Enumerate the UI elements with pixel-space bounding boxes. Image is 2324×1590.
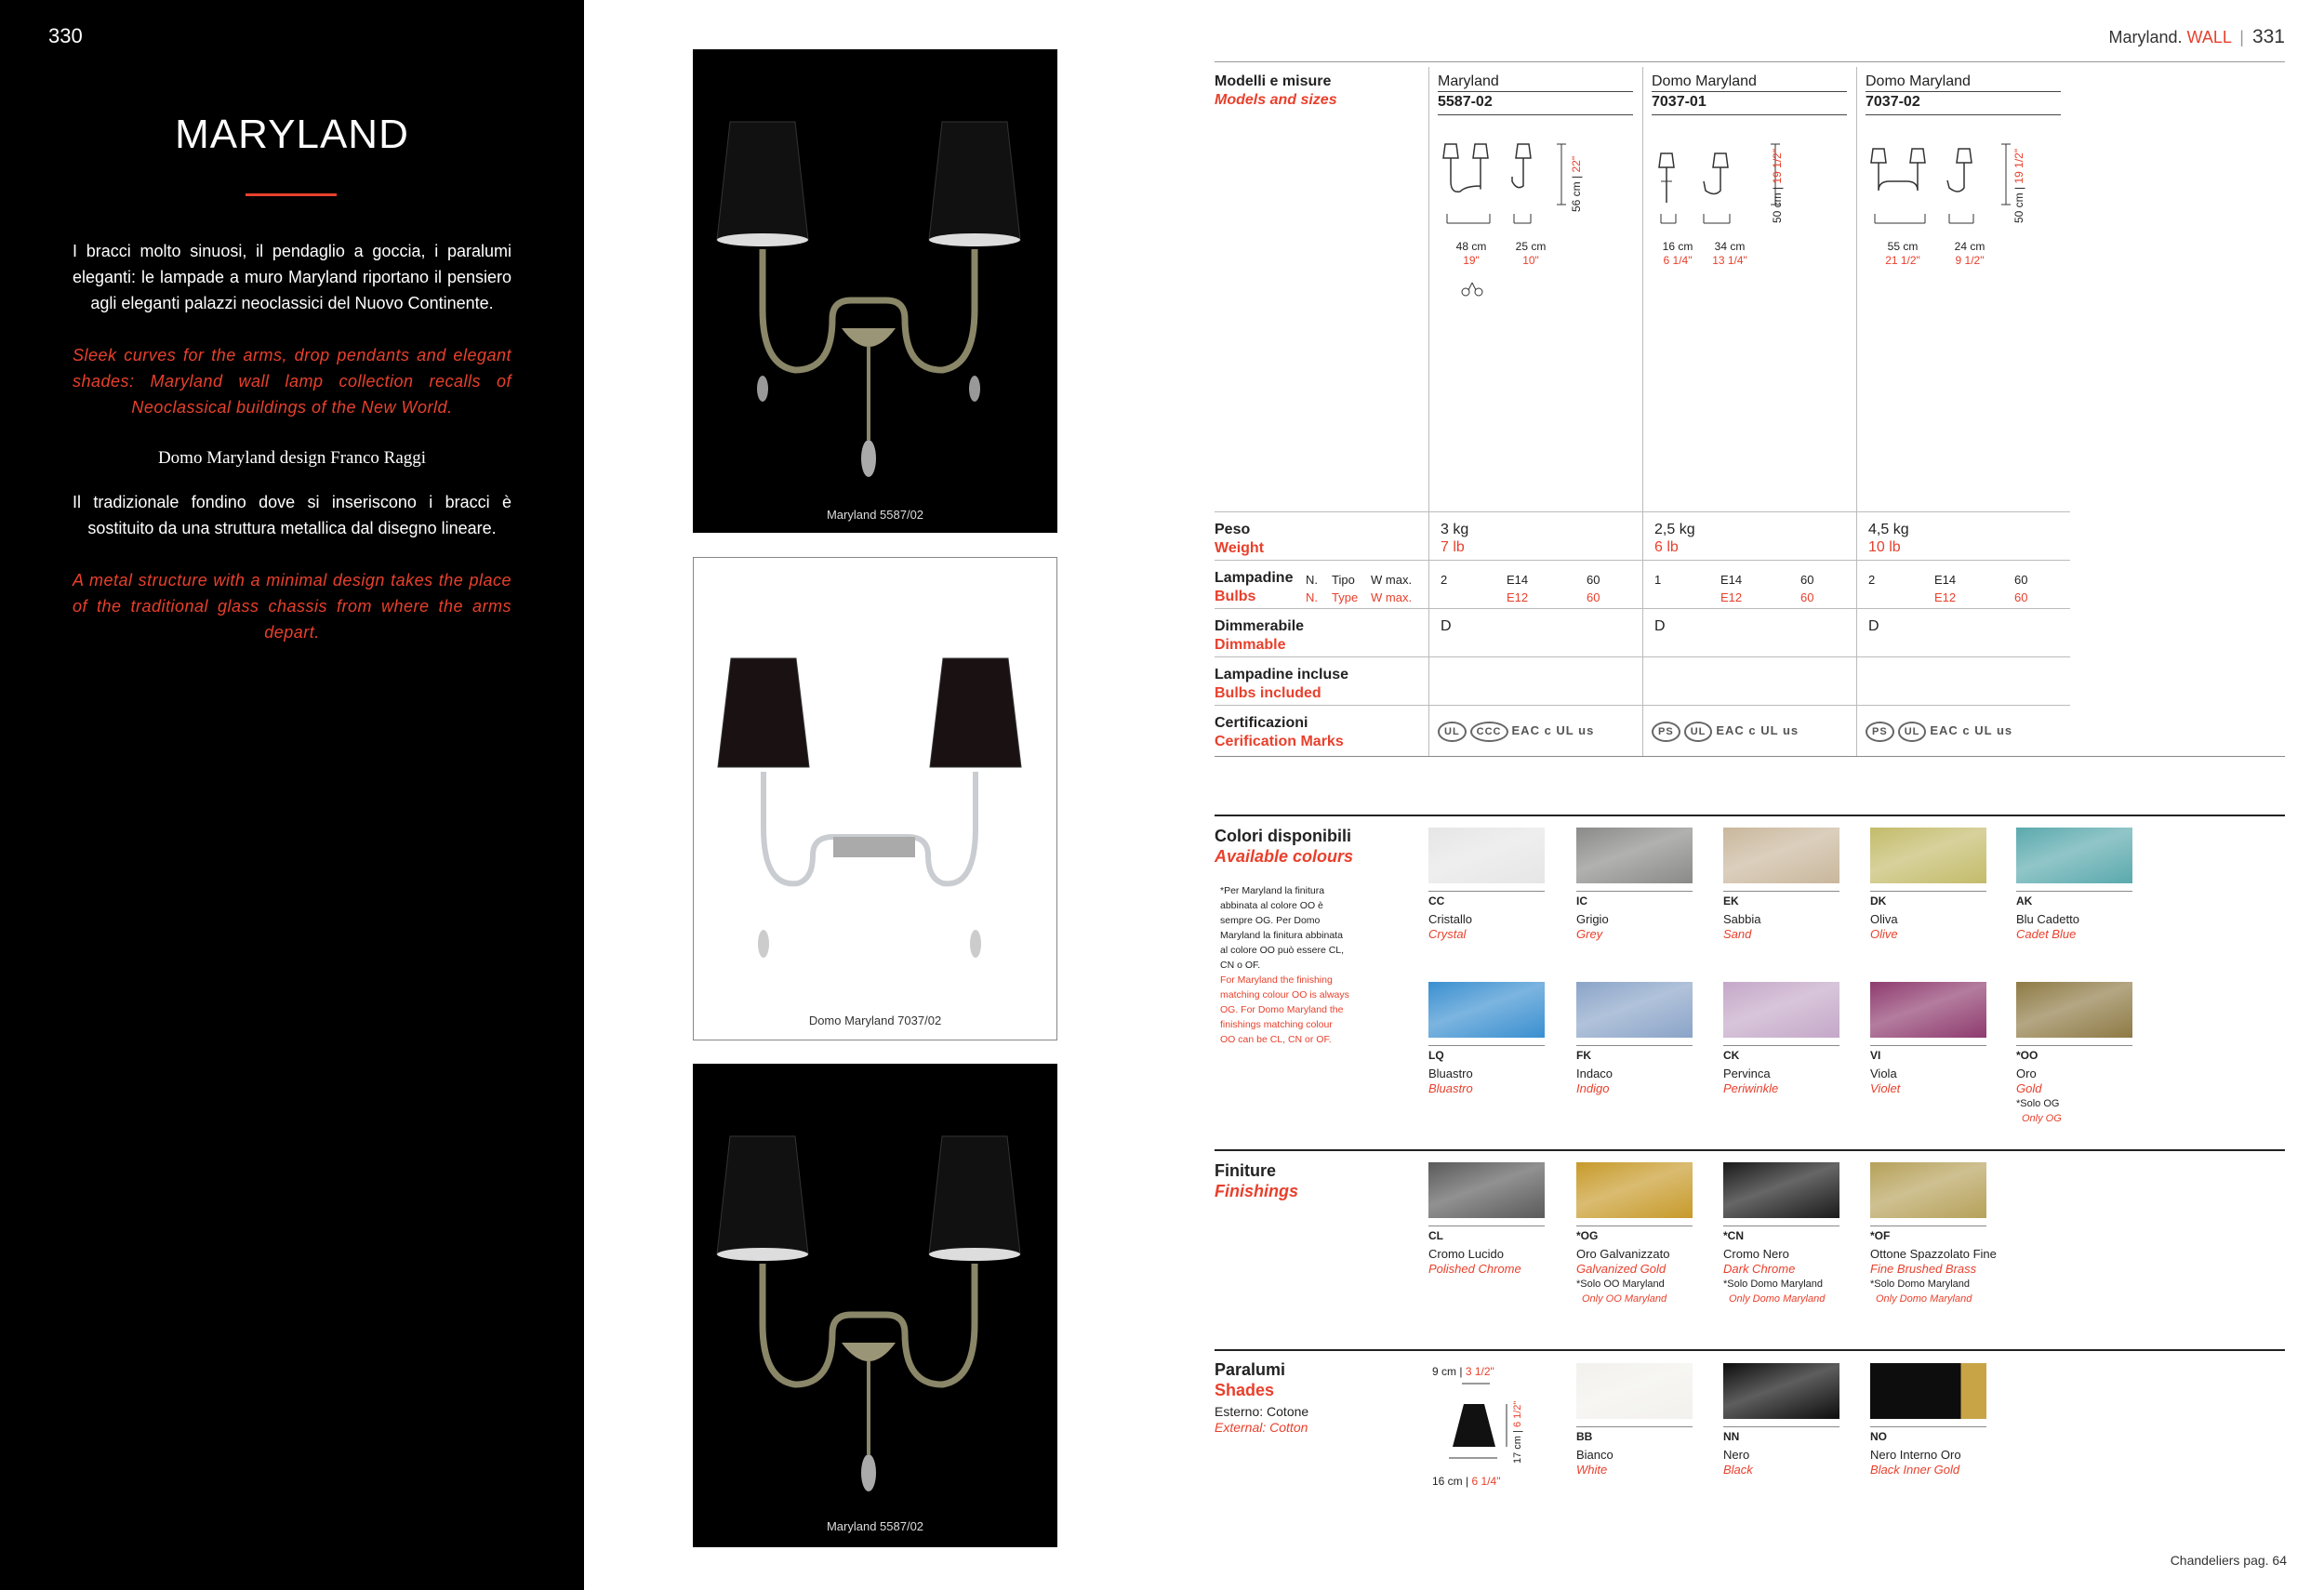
model-1-sketch [1438, 139, 1587, 232]
domo-text-it: Il tradizionale fondino dove si inseriscono i bracci è sostituito da una struttura metallica dal disegno lineare. [73, 493, 511, 537]
finish-swatch-cl [1428, 1162, 1545, 1218]
bulbs-type-3: E14 E12 [1934, 573, 1957, 604]
collection-title: MARYLAND [175, 112, 409, 157]
colours-note: *Per Maryland la finitura abbinata al colore OO è sempre OG. Per Domo Maryland la finitura abbinata al colore OO può essere CL, CN o OF. For Maryland the finishing matching colour OO is always OG. For Domo Maryland the finishings matching colour OO can be CL, CN or OF. [1220, 885, 1349, 1045]
page-footer: Chandeliers pag. 64 [2170, 1553, 2287, 1568]
colour-label-ic: IC Grigio Grey [1576, 891, 1706, 942]
col2-underline [1652, 114, 1847, 115]
lamp-illustration [694, 558, 1057, 1040]
cert-marks-2: PS UL EAC c UL us [1652, 722, 1799, 742]
product-photo-2 [693, 557, 1057, 1040]
bulbs-n-2: 1 [1654, 573, 1662, 587]
shade-label-bb: BB Bianco White [1576, 1426, 1706, 1477]
bulbs-w-2: 60 60 [1800, 573, 1814, 604]
model-2-height: 50 cm | 19 1/2" [1771, 148, 1784, 223]
colour-swatch-cc [1428, 828, 1545, 883]
models-label: Modelli e misure Models and sizes [1215, 73, 1337, 108]
finishings-label: Finiture Finishings [1215, 1161, 1298, 1200]
colour-swatch-dk [1870, 828, 1986, 883]
bulbs-n-1: 2 [1441, 573, 1448, 587]
colour-swatch-ck [1723, 982, 1839, 1038]
photo-caption-2: Domo Maryland 7037/02 [808, 1014, 942, 1027]
shade-label-nn: NN Nero Black [1723, 1426, 1853, 1477]
intro-text-it: I bracci molto sinuosi, il pendaglio a goccia, i paralumi eleganti: le lampade a muro Maryland riportano il pensiero agli eleganti palazzi neoclassici del Nuovo Continente. [73, 242, 511, 312]
domo-text-en: A metal structure with a minimal design takes the place of the traditional glass chassis from where the arms depart. [73, 571, 511, 642]
finish-swatch-cn [1723, 1162, 1839, 1218]
colours-label: Colori disponibili Available colours [1215, 827, 1354, 866]
row-rule-included [1215, 656, 2070, 657]
col1-underline [1438, 114, 1633, 115]
shades-label: Paralumi Shades [1215, 1360, 1286, 1399]
colour-label-vi: VI Viola Violet [1870, 1045, 2000, 1096]
page-number-right: 331 [2251, 26, 2285, 47]
product-photo-3 [693, 1064, 1057, 1547]
dimmable-3: D [1868, 618, 1879, 634]
dimmable-label: Dimmerabile Dimmable [1215, 618, 1305, 653]
dimmable-2: D [1654, 618, 1666, 634]
model-2-width-2: 34 cm 13 1/4" [1712, 240, 1747, 267]
finish-label-og: *OG Oro Galvanizzato Galvanized Gold *Solo OO Maryland Only OO Maryland [1576, 1226, 1706, 1306]
colours-rule [1215, 815, 2285, 816]
weight-label: Peso Weight [1215, 522, 1265, 556]
colour-label-cc: CC Cristallo Crystal [1428, 891, 1559, 942]
photo-caption-1: Maryland 5587/02 [826, 508, 924, 522]
colour-swatch-ak [2016, 828, 2132, 883]
colour-swatch-fk [1576, 982, 1693, 1038]
colour-label-ek: EK Sabbia Sand [1723, 891, 1853, 942]
row-rule-bulbs [1215, 560, 2070, 561]
shade-label-no: NO Nero Interno Oro Black Inner Gold [1870, 1426, 2000, 1477]
cert-marks-3: PS UL EAC c UL us [1866, 722, 2012, 742]
shades-rule [1215, 1349, 2285, 1351]
colour-swatch-oo [2016, 982, 2132, 1038]
shade-top-dim: 9 cm | 3 1/2" [1432, 1365, 1494, 1378]
colour-label-lq: LQ Bluastro Bluastro [1428, 1045, 1559, 1096]
model-3-width-1: 55 cm 21 1/2" [1885, 240, 1920, 267]
product-photo-1 [693, 49, 1057, 533]
model-col-2-header: Domo Maryland 7037-01 [1652, 73, 1847, 112]
bulbs-type-header: Tipo Type [1332, 573, 1359, 604]
row-rule-dimmable [1215, 608, 2070, 609]
header-brand: Maryland. [2108, 28, 2183, 46]
intro-text-en: Sleek curves for the arms, drop pendants and elegant shades: Maryland wall lamp collection recalls of Neoclassical buildings of the New World. [73, 346, 511, 417]
colour-label-fk: FK Indaco Indigo [1576, 1045, 1706, 1096]
bulbs-type-1: E14 E12 [1507, 573, 1529, 604]
weight-2: 2,5 kg 6 lb [1654, 522, 1695, 555]
finish-swatch-og [1576, 1162, 1693, 1218]
colour-swatch-vi [1870, 982, 1986, 1038]
bulbs-w-header: W max. W max. [1371, 573, 1413, 604]
model-3-sketch [1866, 139, 2014, 232]
weight-1: 3 kg 7 lb [1441, 522, 1469, 555]
shade-swatch-bb [1576, 1363, 1693, 1419]
lamp-illustration [693, 49, 1057, 533]
page-header [2109, 26, 2286, 48]
model-1-width-1: 48 cm 19" [1455, 240, 1487, 267]
colour-label-oo: *OO Oro Gold *Solo OG Only OG [2016, 1045, 2146, 1126]
shade-height-dim: 17 cm | 6 1/2" [1512, 1400, 1523, 1464]
colour-label-ak: AK Blu Cadetto Cadet Blue [2016, 891, 2146, 942]
shade-swatch-no [1870, 1363, 1986, 1419]
header-separator: | [2239, 28, 2244, 46]
cert-label: Certificazioni Cerification Marks [1215, 715, 1344, 749]
col3-underline [1866, 114, 2061, 115]
weight-3: 4,5 kg 10 lb [1868, 522, 1909, 555]
row-rule-cert [1215, 705, 2070, 706]
finish-label-cn: *CN Cromo Nero Dark Chrome *Solo Domo Maryland Only Domo Maryland [1723, 1226, 1853, 1306]
shades-material: Esterno: Cotone External: Cotton [1215, 1404, 1309, 1435]
finish-label-cl: CL Cromo Lucido Polished Chrome [1428, 1226, 1559, 1277]
colour-swatch-lq [1428, 982, 1545, 1038]
photo-caption-3: Maryland 5587/02 [826, 1519, 924, 1533]
header-rule [1215, 61, 2285, 62]
page-number-left: 330 [48, 24, 83, 47]
included-label: Lampadine incluse Bulbs included [1215, 667, 1349, 701]
bulbs-label: Lampadine Bulbs [1215, 570, 1294, 604]
shade-bottom-dim: 16 cm | 6 1/4" [1432, 1475, 1501, 1488]
pendant-icon [1460, 281, 1484, 298]
finish-label-of: *OF Ottone Spazzolato Fine Fine Brushed Brass *Solo Domo Maryland Only Domo Maryland [1870, 1226, 2000, 1306]
bulbs-type-2: E14 E12 [1720, 573, 1743, 604]
intro-panel [0, 0, 584, 1590]
row-rule-weight [1215, 511, 2070, 512]
bulbs-n-header: N. N. [1306, 573, 1318, 604]
shade-swatch-nn [1723, 1363, 1839, 1419]
model-3-height: 50 cm | 19 1/2" [2012, 148, 2025, 223]
colour-swatch-ek [1723, 828, 1839, 883]
colour-label-dk: DK Oliva Olive [1870, 891, 2000, 942]
lamp-illustration [693, 1064, 1057, 1547]
col-divider-2 [1642, 67, 1643, 757]
col-divider-3 [1856, 67, 1857, 757]
model-1-width-2: 25 cm 10" [1515, 240, 1547, 267]
model-1-height: 56 cm | 22" [1570, 155, 1583, 212]
finish-swatch-of [1870, 1162, 1986, 1218]
bulbs-n-3: 2 [1868, 573, 1876, 587]
model-2-width-1: 16 cm 6 1/4" [1662, 240, 1693, 267]
model-col-3-header: Domo Maryland 7037-02 [1866, 73, 2061, 112]
dimmable-1: D [1441, 618, 1452, 634]
model-col-1-header: Maryland 5587-02 [1438, 73, 1633, 112]
bulbs-w-3: 60 60 [2014, 573, 2028, 604]
finishings-rule [1215, 1149, 2285, 1151]
bulbs-w-1: 60 60 [1587, 573, 1600, 604]
colour-label-ck: CK Pervinca Periwinkle [1723, 1045, 1853, 1096]
cert-marks-1: UL CCC EAC c UL us [1438, 722, 1594, 742]
title-rule [246, 193, 337, 196]
model-3-width-2: 24 cm 9 1/2" [1954, 240, 1985, 267]
colour-swatch-ic [1576, 828, 1693, 883]
design-credit: Domo Maryland design Franco Raggi [157, 448, 427, 468]
table-bottom-rule [1215, 756, 2285, 757]
header-category: WALL [2186, 28, 2232, 46]
col-divider-1 [1428, 67, 1429, 757]
